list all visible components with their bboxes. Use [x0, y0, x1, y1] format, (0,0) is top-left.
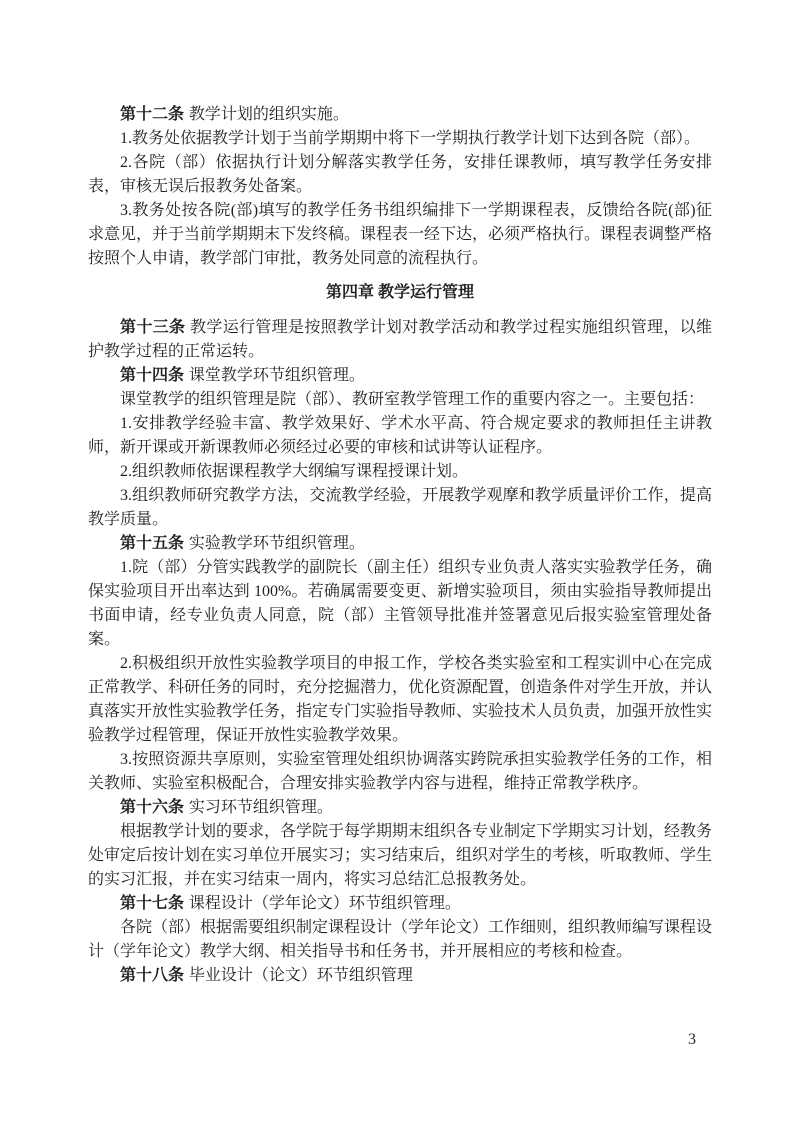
body-paragraph: 1.教务处依据教学计划于当前学期期中将下一学期执行教学计划下达到各院（部）。 [120, 130, 701, 147]
body-paragraph: 3.按照资源共享原则，实验室管理处组织协调落实跨院承担实验教学任务的工作，相关教师、实验室积极配合，合理安排实验教学内容与进程，维持正常教学秩序。 [88, 751, 712, 792]
article-paragraph: 第十七条 课程设计（学年论文）环节组织管理。 [120, 895, 461, 912]
article-number: 第十六条 [120, 799, 185, 816]
article-paragraph: 第十五条 实验教学环节组织管理。 [120, 535, 365, 552]
body-paragraph: 各院（部）根据需要组织制定课程设计（学年论文）工作细则，组织教师编写课程设计（学年论文）教学大纲、相关指导书和任务书，并开展相应的考核和检查。 [88, 919, 713, 960]
article-number: 第十四条 [120, 367, 185, 384]
article-number: 第十八条 [120, 967, 185, 984]
chapter-heading: 第四章 教学运行管理 [325, 284, 474, 301]
article-paragraph: 第十六条 实习环节组织管理。 [120, 799, 333, 816]
article-number: 第十七条 [120, 895, 185, 912]
body-paragraph: 2.组织教师依据课程教学大纲编写课程授课计划。 [120, 463, 469, 480]
article-number: 第十二条 [120, 106, 185, 123]
body-paragraph: 根据教学计划的要求，各学院于每学期期末组织各专业制定下学期实习计划，经教务处审定后按计划在实习单位开展实习；实习结束后，组织对学生的考核，听取教师、学生的实习汇报，并在实习结束一周内，将实习总结汇总报教务处。 [88, 823, 713, 888]
article-paragraph: 第十八条 毕业设计（论文）环节组织管理 [120, 967, 413, 984]
article-paragraph: 第十二条 教学计划的组织实施。 [120, 106, 349, 123]
document-body [88, 103, 712, 988]
body-paragraph: 3.教务处按各院(部)填写的教学任务书组织编排下一学期课程表，反馈给各院(部)征求意见，并于当前学期期末下发终稿。课程表一经下达，必须严格执行。课程表调整严格按照个人申请，教学部门审批，教务处同意的流程执行。 [88, 202, 713, 267]
page-number: 3 [688, 1031, 696, 1048]
body-paragraph: 课堂教学的组织管理是院（部）、教研室教学管理工作的重要内容之一。主要包括： [120, 391, 705, 408]
article-paragraph: 第十四条 课堂教学环节组织管理。 [120, 367, 365, 384]
body-paragraph: 1.院（部）分管实践教学的副院长（副主任）组织专业负责人落实实验教学任务，确保实验项目开出率达到 100%。若确属需要变更、新增实验项目，须由实验指导教师提出书面申请，经专业负责人同意，院（部）主管领导批准并签署意见后报实验室管理处备案。 [88, 559, 712, 648]
article-number: 第十五条 [120, 535, 185, 552]
body-paragraph: 2.积极组织开放性实验教学项目的申报工作，学校各类实验室和工程实训中心在完成正常教学、科研任务的同时，充分挖掘潜力，优化资源配置，创造条件对学生开放，并认真落实开放性实验教学任务，指定专门实验指导教师、实验技术人员负责，加强开放性实验教学过程管理，保证开放性实验教学效果。 [88, 655, 713, 744]
body-paragraph: 1.安排教学经验丰富、教学效果好、学术水平高、符合规定要求的教师担任主讲教师，新开课或开新课教师必须经过必要的审核和试讲等认证程序。 [88, 415, 712, 456]
article-paragraph: 第十三条 教学运行管理是按照教学计划对教学活动和教学过程实施组织管理，以维护教学过程的正常运转。 [88, 319, 712, 360]
body-paragraph: 2.各院（部）依据执行计划分解落实教学任务，安排任课教师，填写教学任务安排表，审核无误后报教务处备案。 [88, 154, 712, 195]
article-number: 第十三条 [120, 319, 186, 336]
body-paragraph: 3.组织教师研究教学方法，交流教学经验，开展教学观摩和教学质量评价工作，提高教学质量。 [88, 487, 712, 528]
